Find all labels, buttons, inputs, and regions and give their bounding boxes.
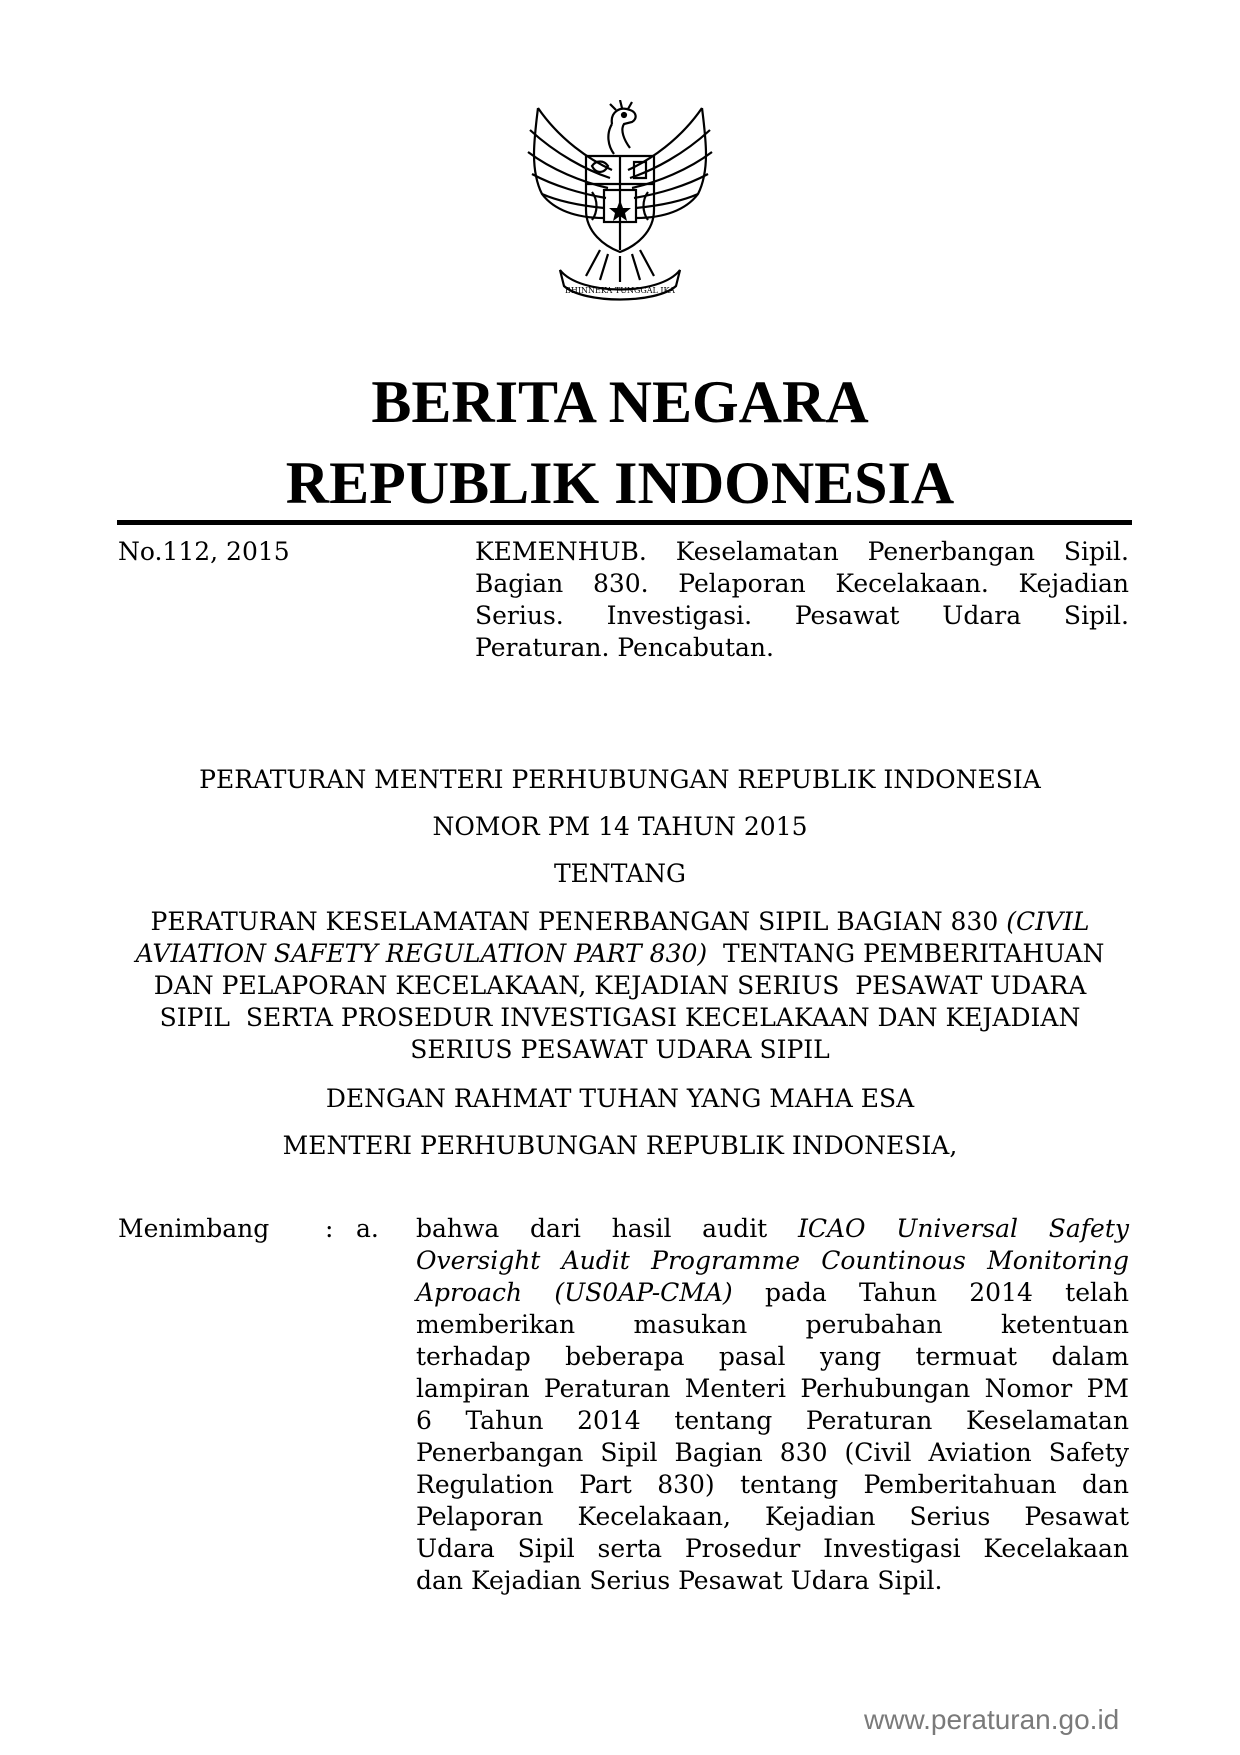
summary-line: Serius. Investigasi. Pesawat Udara Sipil. xyxy=(475,601,1129,630)
consideration-a xyxy=(416,1213,1129,1597)
masthead-title: BERITA NEGARA xyxy=(371,369,869,435)
title-line: DAN PELAPORAN KECELAKAAN, KEJADIAN SERIUS PESAWAT UDARA xyxy=(153,971,1087,1000)
emblem-motto: BHINNEKA TUNGGAL IKA xyxy=(565,286,675,295)
para-text-italic: Aproach (US0AP-CMA) xyxy=(416,1278,733,1307)
title-line: SERIUS PESAWAT UDARA SIPIL xyxy=(410,1035,830,1064)
para-line: dan Kejadian Serius Pesawat Udara Sipil. xyxy=(416,1566,943,1595)
para-text: pada Tahun 2014 telah xyxy=(732,1278,1129,1307)
para-line: Regulation Part 830) tentang Pemberitahuan dan xyxy=(416,1470,1129,1499)
invocation: DENGAN RAHMAT TUHAN YANG MAHA ESA xyxy=(325,1084,915,1113)
regulation-number: NOMOR PM 14 TAHUN 2015 xyxy=(432,812,808,841)
title-text-italic: (CIVIL xyxy=(1006,907,1090,936)
gazette-summary xyxy=(475,536,1129,664)
para-line: Udara Sipil serta Prosedur Investigasi Kecelakaan xyxy=(416,1534,1129,1563)
title-text-italic: AVIATION SAFETY REGULATION PART 830) xyxy=(135,939,708,968)
para-line: Penerbangan Sipil Bagian 830 (Civil Aviation Safety xyxy=(416,1438,1129,1467)
item-marker: a. xyxy=(356,1214,379,1243)
title-line: SIPIL SERTA PROSEDUR INVESTIGASI KECELAKAAN DAN KEJADIAN xyxy=(159,1003,1081,1032)
para-text: bahwa dari hasil audit xyxy=(416,1214,798,1243)
regulation-tentang: TENTANG xyxy=(553,859,686,888)
garuda-emblem xyxy=(520,100,720,310)
considerations-label: Menimbang xyxy=(118,1214,270,1243)
para-line: Pelaporan Kecelakaan, Kejadian Serius Pesawat xyxy=(416,1502,1129,1531)
para-line: terhadap beberapa pasal yang termuat dalam xyxy=(416,1342,1129,1371)
regulation-title xyxy=(0,906,1240,1066)
para-line-italic: Oversight Audit Programme Countinous Monitoring xyxy=(416,1246,1129,1275)
title-text: TENTANG PEMBERITAHUAN xyxy=(707,939,1105,968)
masthead-divider xyxy=(117,520,1132,525)
regulation-heading: PERATURAN MENTERI PERHUBUNGAN REPUBLIK INDONESIA xyxy=(199,765,1041,794)
para-line: 6 Tahun 2014 tentang Peraturan Keselamatan xyxy=(416,1406,1129,1435)
summary-line: KEMENHUB. Keselamatan Penerbangan Sipil. xyxy=(475,537,1129,566)
masthead-subtitle: REPUBLIK INDONESIA xyxy=(285,450,955,516)
summary-line: Bagian 830. Pelaporan Kecelakaan. Kejadian xyxy=(475,569,1129,598)
considerations-colon: : xyxy=(325,1214,334,1243)
gazette-number: No.112, 2015 xyxy=(118,537,290,566)
para-line: memberikan masukan perubahan ketentuan xyxy=(416,1310,1129,1339)
title-text: PERATURAN KESELAMATAN PENERBANGAN SIPIL BAGIAN 830 xyxy=(150,907,1007,936)
para-text-italic: ICAO Universal Safety xyxy=(797,1214,1129,1243)
minister-title: MENTERI PERHUBUNGAN REPUBLIK INDONESIA, xyxy=(282,1131,958,1160)
para-line: lampiran Peraturan Menteri Perhubungan Nomor PM xyxy=(416,1374,1129,1403)
footer-url[interactable]: www.peraturan.go.id xyxy=(864,1704,1120,1735)
summary-line: Peraturan. Pencabutan. xyxy=(475,633,774,662)
